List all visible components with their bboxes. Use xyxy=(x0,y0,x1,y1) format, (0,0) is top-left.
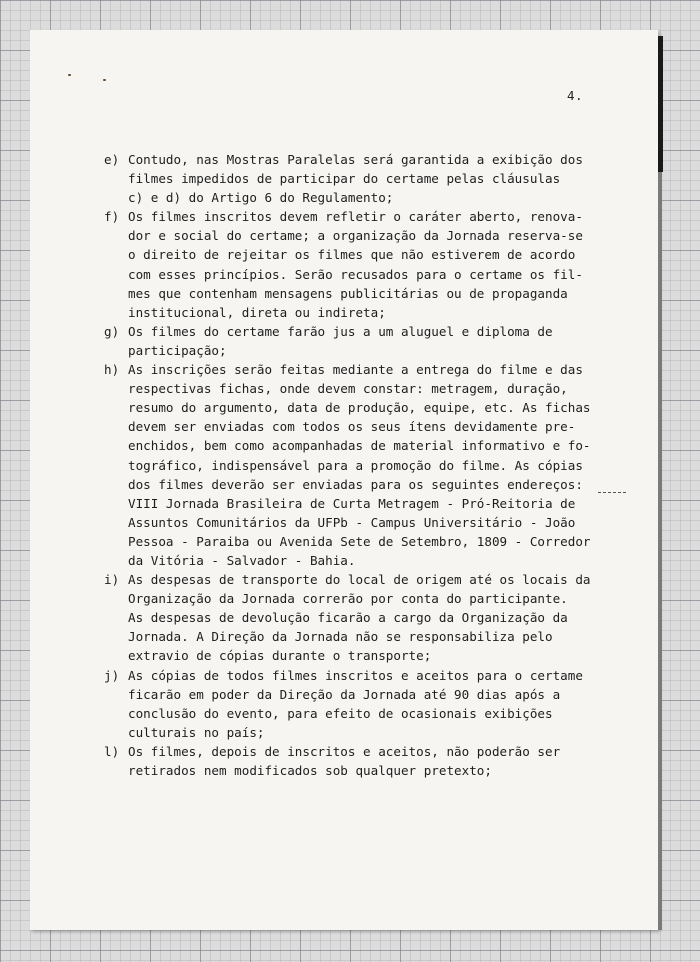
clause-item xyxy=(104,742,624,780)
clause-text-line: respectivas fichas, onde devem constar: metragem, duração, xyxy=(128,381,568,397)
clause-text-line: As despesas de devolução ficarão a cargo da Organização da xyxy=(128,610,568,626)
clause-item xyxy=(104,207,624,322)
clause-text xyxy=(128,570,624,665)
clause-text-line: Contudo, nas Mostras Paralelas será garantida a exibição dos xyxy=(128,152,583,167)
clause-text xyxy=(128,322,624,360)
clause-text-line: Os filmes do certame farão jus a um aluguel e diploma de xyxy=(128,323,553,339)
clause-text-line: participação; xyxy=(128,342,227,358)
clause-text-line: devem ser enviadas com todos os seus ítens devidamente pre- xyxy=(128,419,576,435)
typewriter-dash-mark xyxy=(598,492,626,493)
clause-text-line: o direito de rejeitar os filmes que não estiverem de acordo xyxy=(128,247,576,263)
clause-item xyxy=(104,150,624,207)
clause-text-line: com esses princípios. Serão recusados para o certame os fil- xyxy=(128,266,583,282)
clause-text-line: Organização da Jornada correrão por conta do participante. xyxy=(128,591,568,607)
clause-list xyxy=(104,150,624,780)
clause-text-line: institucional, direta ou indireta; xyxy=(128,304,386,320)
clause-text-line: conclusão do evento, para efeito de ocasionais exibições xyxy=(128,705,553,721)
clause-label: i) xyxy=(104,572,120,588)
clause-text-line: retirados nem modificados sob qualquer pretexto; xyxy=(128,763,492,778)
clause-text-line: enchidos, bem como acompanhadas de material informativo e fo- xyxy=(128,438,591,454)
clause-text xyxy=(128,207,624,322)
clause-text-line: Jornada. A Direção da Jornada não se responsabiliza pelo xyxy=(128,629,553,645)
clause-label: l) xyxy=(104,743,120,759)
clause-text xyxy=(128,360,624,570)
clause-text-line: c) e d) do Artigo 6 do Regulamento; xyxy=(128,190,394,206)
clause-text-line: mes que contenham mensagens publicitárias ou de propaganda xyxy=(128,285,568,301)
clause-text xyxy=(128,666,624,742)
clause-label: h) xyxy=(104,362,120,378)
clause-label: j) xyxy=(104,667,120,683)
clause-item xyxy=(104,322,624,360)
clause-text-line: culturais no país; xyxy=(128,724,265,740)
clause-text-line: As despesas de transporte do local de origem até os locais da xyxy=(128,572,591,588)
paper-speck xyxy=(103,79,106,81)
clause-item xyxy=(104,360,624,570)
clause-text-line: filmes impedidos de participar do certame pelas cláusulas xyxy=(128,171,561,187)
clause-text-line: Os filmes inscritos devem refletir o caráter aberto, renova- xyxy=(128,209,583,225)
clause-text-line: As cópias de todos filmes inscritos e aceitos para o certame xyxy=(128,667,583,683)
clause-text-line: dos filmes deverão ser enviadas para os seguintes endereços: xyxy=(128,476,583,492)
clause-text xyxy=(128,150,624,207)
clause-text-line: resumo do argumento, data de produção, equipe, etc. As fichas xyxy=(128,400,591,416)
clause-label: e) xyxy=(104,152,120,167)
page-edge-shadow xyxy=(658,36,663,172)
clause-text-line: tográfico, indispensável para a promoção do filme. As cópias xyxy=(128,457,583,473)
clause-text-line: ficarão em poder da Direção da Jornada até 90 dias após a xyxy=(128,686,561,702)
clause-label: g) xyxy=(104,323,120,339)
clause-text-line: Os filmes, depois de inscritos e aceitos, não poderão ser xyxy=(128,743,561,759)
clause-label: f) xyxy=(104,209,120,225)
clause-text-line: Pessoa - Paraiba ou Avenida Sete de Setembro, 1809 - Corredor xyxy=(128,533,591,549)
clause-text xyxy=(128,742,624,780)
paper-speck xyxy=(68,74,71,76)
clause-text-line: dor e social do certame; a organização da Jornada reserva-se xyxy=(128,228,583,244)
clause-item xyxy=(104,666,624,742)
page-edge-grey xyxy=(658,172,662,930)
clause-text-line: da Vitória - Salvador - Bahia. xyxy=(128,552,356,568)
clause-item xyxy=(104,570,624,665)
clause-text-line: extravio de cópias durante o transporte; xyxy=(128,648,432,664)
clause-text-line: As inscrições serão feitas mediante a entrega do filme e das xyxy=(128,362,583,378)
clause-text-line: Assuntos Comunitários da UFPb - Campus Universitário - João xyxy=(128,514,576,530)
page-number: 4. xyxy=(567,88,584,103)
clause-text-line: VIII Jornada Brasileira de Curta Metragem - Pró-Reitoria de xyxy=(128,495,576,511)
